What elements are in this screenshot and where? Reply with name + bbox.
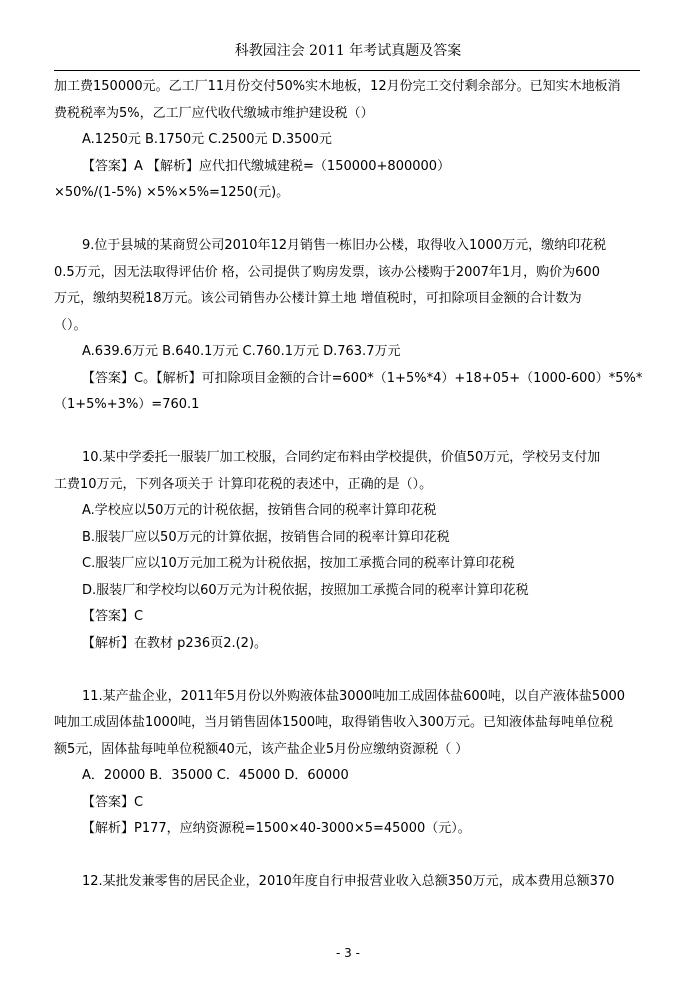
- answer-line: 【答案】C。【解析】可扣除项目金额的合计=600*（1+5%*4）+18+05+（1000-600）*5%*: [82, 370, 643, 386]
- paragraph-gap: [54, 419, 644, 446]
- answer-line: 【答案】A 【解析】应代扣代缴城建税=（150000+800000）: [82, 158, 451, 174]
- option-line: C.服装厂应以10万元加工税为计税依据，按加工承揽合同的税率计算印花税: [82, 556, 515, 571]
- text-line: （1+5%+3%）=760.1: [54, 397, 200, 412]
- page-number: - 3 -: [336, 946, 360, 960]
- text-line: 加工费150000元。乙工厂11月份交付50%实木地板，12月份完工交付剩余部分。已知实木地板消: [54, 79, 621, 94]
- explanation-line: 【解析】P177，应纳资源税=1500×40-3000×5=45000（元）。: [82, 821, 471, 836]
- document-body: [54, 74, 644, 896]
- text-line: ×50%/(1-5%) ×5%×5%=1250(元)。: [54, 185, 290, 200]
- paragraph-gap: [54, 207, 644, 234]
- question-12: 12.某批发兼零售的居民企业，2010年度自行申报营业收入总额350万元，成本费用总额370: [82, 874, 615, 889]
- header-rule: [54, 70, 640, 71]
- question-10: 10.某中学委托一服装厂加工校服，合同约定布料由学校提供，价值50万元，学校另支付加: [82, 450, 601, 465]
- question-9: 9.位于县城的某商贸公司2010年12月销售一栋旧办公楼，取得收入1000万元，缴纳印花税: [82, 238, 607, 253]
- explanation-line: 【解析】在教材 p236页2.(2)。: [82, 635, 268, 651]
- text-line: （）。: [54, 317, 87, 333]
- page-header: 科教园注会 2011 年考试真题及答案: [234, 43, 462, 59]
- text-line: 费税税率为5%，乙工厂应代收代缴城市维护建设税（）: [54, 105, 374, 121]
- answer-line: 【答案】C: [82, 609, 144, 624]
- text-line: 工费10万元，下列各项关于 计算印花税的表述中，正确的是（）。: [54, 476, 433, 492]
- text-line: 0.5万元，因无法取得评估价 格，公司提供了购房发票，该办公楼购于2007年1月，购价为600: [54, 264, 600, 280]
- text-line: 万元，缴纳契税18万元。该公司销售办公楼计算土地 增值税时，可扣除项目金额的合计数为: [54, 291, 582, 306]
- paragraph-gap: [54, 843, 644, 870]
- answer-line: 【答案】C: [82, 794, 144, 810]
- option-line: A．20000 B．35000 C．45000 D．60000: [82, 768, 349, 783]
- option-line: A.学校应以50万元的计税依据，按销售合同的税率计算印花税: [82, 503, 437, 518]
- text-line: 额5元，固体盐每吨单位税额40元，该产盐企业5月份应缴纳资源税（ ）: [54, 741, 469, 757]
- option-line: D.服装厂和学校均以60万元为计税依据，按照加工承揽合同的税率计算印花税: [82, 582, 529, 598]
- option-line: A.639.6万元 B.640.1万元 C.760.1万元 D.763.7万元: [82, 344, 401, 359]
- option-line: B.服装厂应以50万元的计算依据，按销售合同的税率计算印花税: [82, 529, 450, 545]
- paragraph-gap: [54, 657, 644, 684]
- text-line: 吨加工成固体盐1000吨，当月销售固体1500吨，取得销售收入300万元。已知液体盐每吨单位税: [54, 715, 613, 730]
- option-line: A.1250元 B.1750元 C.2500元 D.3500元: [82, 132, 332, 147]
- question-11: 11.某产盐企业，2011年5月份以外购液体盐3000吨加工成固体盐600吨，以自产液体盐5000: [82, 688, 626, 704]
